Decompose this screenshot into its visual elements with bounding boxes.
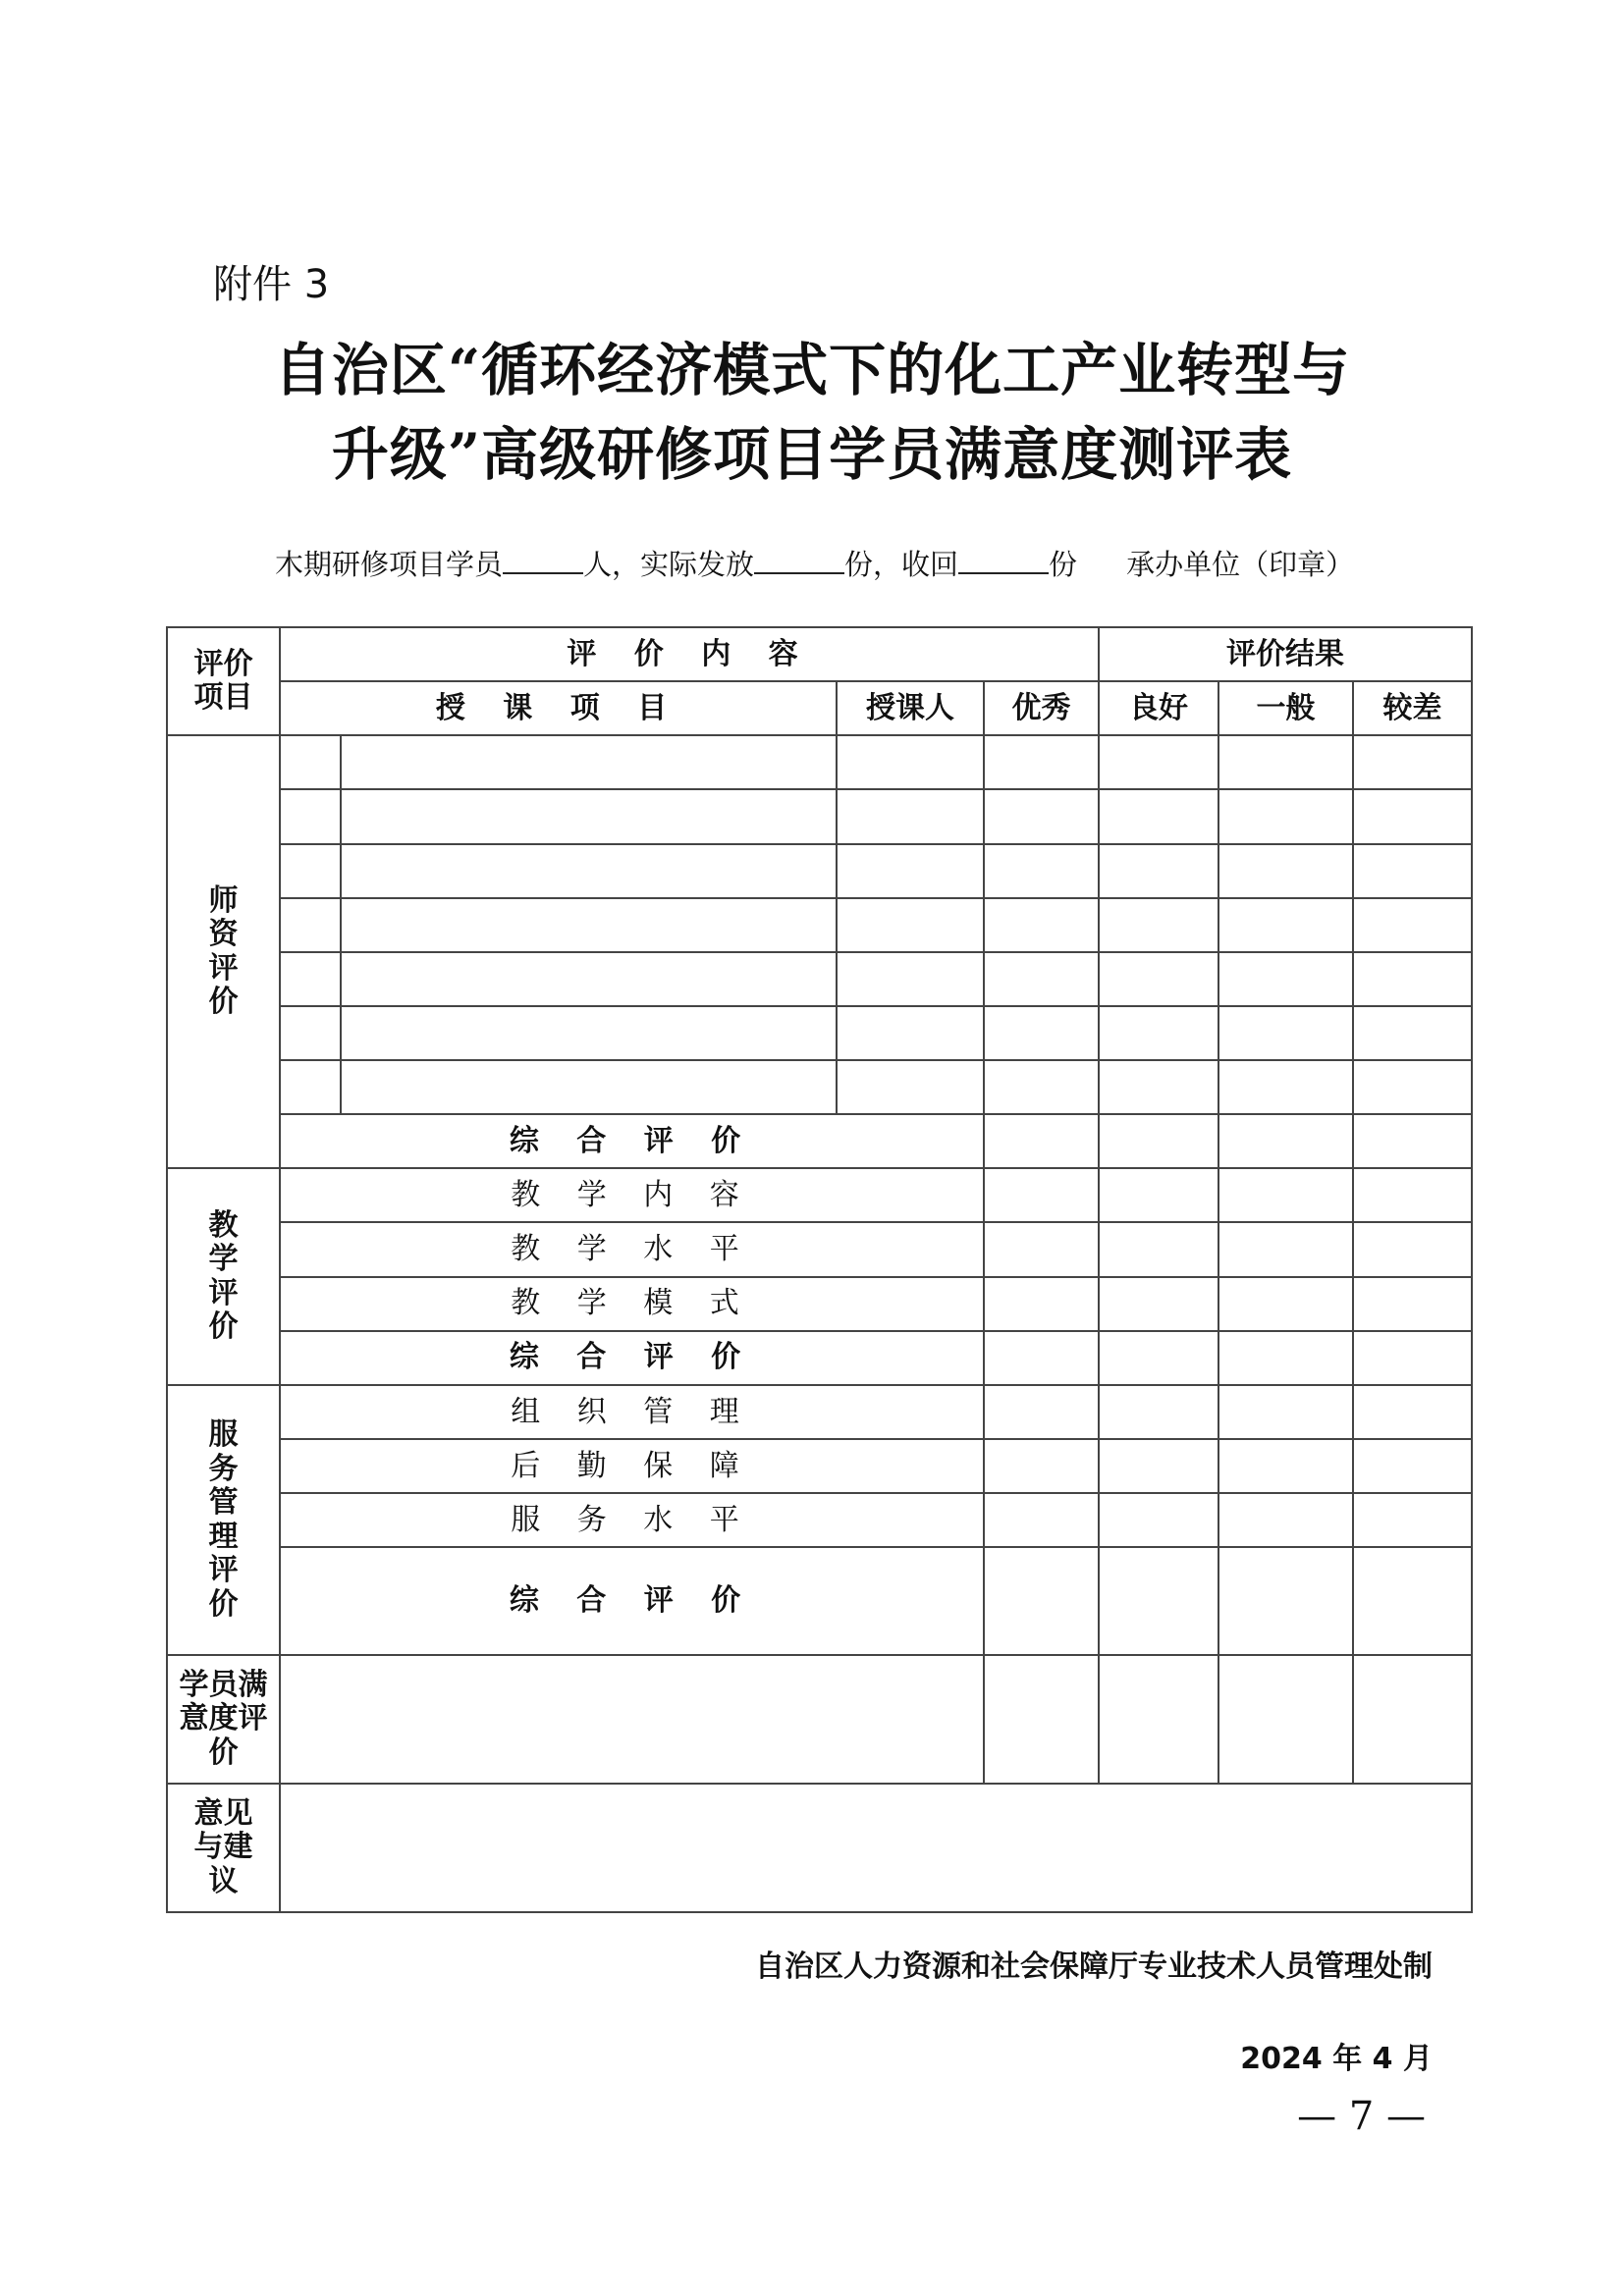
grade-cell[interactable]: [984, 1547, 1099, 1655]
section-service-eval: 服务管理评价: [167, 1385, 280, 1656]
grade-cell[interactable]: [984, 1277, 1099, 1331]
grade-cell[interactable]: [984, 1439, 1099, 1493]
grade-cell[interactable]: [1353, 952, 1472, 1006]
table-row: [167, 1331, 1472, 1385]
table-row: [167, 844, 1472, 898]
eval-item-header: 评价项目: [167, 627, 280, 735]
distribution-info: [275, 543, 1354, 583]
table-row: [167, 1784, 1472, 1912]
teacher-cell[interactable]: [837, 1060, 984, 1114]
organization-management-label: 组 织 管 理: [280, 1385, 984, 1439]
grade-cell[interactable]: [1099, 1277, 1218, 1331]
grade-cell[interactable]: [1218, 735, 1353, 789]
table-row: [167, 1114, 1472, 1168]
grade-cell[interactable]: [1099, 1222, 1218, 1276]
grade-cell[interactable]: [1099, 1114, 1218, 1168]
grade-cell[interactable]: [984, 1006, 1099, 1060]
course-no-cell[interactable]: [280, 1006, 341, 1060]
table-row: [167, 1222, 1472, 1276]
satisfaction-evaluation-table: [166, 626, 1473, 1913]
grade-cell[interactable]: [1353, 789, 1472, 843]
grade-fair-header: 一般: [1218, 681, 1353, 735]
course-name-cell[interactable]: [341, 1060, 837, 1114]
grade-cell[interactable]: [1353, 735, 1472, 789]
grade-cell[interactable]: [1099, 1331, 1218, 1385]
grade-cell[interactable]: [1353, 1277, 1472, 1331]
teacher-cell[interactable]: [837, 952, 984, 1006]
grade-cell[interactable]: [984, 1168, 1099, 1222]
info-issued-label: 人，实际发放: [583, 548, 755, 581]
info-returned-label: 份，收回: [844, 548, 959, 581]
table-row: [167, 789, 1472, 843]
grade-cell[interactable]: [1218, 898, 1353, 952]
organizer-seal-label: 承办单位（印章）: [1126, 548, 1355, 581]
teaching-mode-label: 教 学 模 式: [280, 1277, 984, 1331]
page-title-line-2: 升级”高级研修项目学员满意度测评表: [331, 421, 1293, 488]
grade-cell[interactable]: [1218, 1277, 1353, 1331]
grade-cell[interactable]: [984, 789, 1099, 843]
grade-cell[interactable]: [1218, 1385, 1353, 1439]
table-row: [167, 1168, 1472, 1222]
grade-cell[interactable]: [1099, 1655, 1218, 1783]
teacher-cell[interactable]: [837, 789, 984, 843]
grade-cell[interactable]: [1353, 1331, 1472, 1385]
grade-good-header: 良好: [1099, 681, 1218, 735]
course-no-cell[interactable]: [280, 789, 341, 843]
grade-cell[interactable]: [1218, 1222, 1353, 1276]
grade-cell[interactable]: [984, 735, 1099, 789]
teacher-cell[interactable]: [837, 735, 984, 789]
table-row: [167, 1277, 1472, 1331]
grade-cell[interactable]: [1218, 1493, 1353, 1547]
course-no-cell[interactable]: [280, 844, 341, 898]
grade-cell[interactable]: [1353, 1385, 1472, 1439]
grade-cell[interactable]: [1353, 1439, 1472, 1493]
course-no-cell[interactable]: [280, 898, 341, 952]
teacher-cell[interactable]: [837, 898, 984, 952]
suggestions-input-cell[interactable]: [280, 1784, 1472, 1912]
grade-cell[interactable]: [1218, 789, 1353, 843]
grade-cell[interactable]: [1218, 1060, 1353, 1114]
grade-cell[interactable]: [1218, 1439, 1353, 1493]
issued-count-blank[interactable]: [754, 545, 844, 574]
trainee-count-blank[interactable]: [503, 545, 583, 574]
course-no-cell[interactable]: [280, 1060, 341, 1114]
grade-cell[interactable]: [984, 1385, 1099, 1439]
table-row: [167, 1385, 1472, 1439]
teacher-header: 授课人: [837, 681, 984, 735]
grade-cell[interactable]: [1353, 1547, 1472, 1655]
teaching-level-label: 教 学 水 平: [280, 1222, 984, 1276]
grade-cell[interactable]: [1353, 1493, 1472, 1547]
grade-cell[interactable]: [1353, 844, 1472, 898]
returned-count-blank[interactable]: [958, 545, 1049, 574]
issue-date: 2024 年 4 月: [1240, 2042, 1433, 2076]
table-row: [167, 1060, 1472, 1114]
course-name-cell[interactable]: [341, 952, 837, 1006]
teaching-overall-label: 综 合 评 价: [280, 1331, 984, 1385]
grade-cell[interactable]: [984, 898, 1099, 952]
info-trainee-label: 木期研修项目学员: [275, 548, 504, 581]
issuer-text: 自治区人力资源和社会保障厅专业技术人员管理处制: [755, 1949, 1433, 1984]
logistics-support-label: 后 勤 保 障: [280, 1439, 984, 1493]
grade-cell[interactable]: [1099, 1168, 1218, 1222]
table-row: [167, 1006, 1472, 1060]
attachment-label: 附件 3: [213, 262, 330, 307]
course-no-cell[interactable]: [280, 735, 341, 789]
table-row: [167, 1493, 1472, 1547]
course-name-cell[interactable]: [341, 789, 837, 843]
page-title-line-1: 自治区“循环经济模式下的化工产业转型与: [273, 337, 1351, 403]
grade-cell[interactable]: [984, 1493, 1099, 1547]
teacher-cell[interactable]: [837, 1006, 984, 1060]
grade-cell[interactable]: [1099, 1385, 1218, 1439]
course-name-cell[interactable]: [341, 898, 837, 952]
grade-cell[interactable]: [1099, 1439, 1218, 1493]
satisfaction-content-cell[interactable]: [280, 1655, 984, 1783]
grade-excellent-header: 优秀: [984, 681, 1099, 735]
table-row: [167, 735, 1472, 789]
grade-cell[interactable]: [1099, 952, 1218, 1006]
course-no-cell[interactable]: [280, 952, 341, 1006]
grade-cell[interactable]: [1218, 1168, 1353, 1222]
teacher-cell[interactable]: [837, 844, 984, 898]
grade-poor-header: 较差: [1353, 681, 1472, 735]
grade-cell[interactable]: [1099, 735, 1218, 789]
teaching-content-label: 教 学 内 容: [280, 1168, 984, 1222]
table-row: [167, 952, 1472, 1006]
grade-cell[interactable]: [1353, 1222, 1472, 1276]
grade-cell[interactable]: [1353, 1655, 1472, 1783]
grade-cell[interactable]: [1099, 1547, 1218, 1655]
section-teaching-eval: 教学评价: [167, 1168, 280, 1385]
course-name-cell[interactable]: [341, 735, 837, 789]
grade-cell[interactable]: [984, 1060, 1099, 1114]
eval-result-header: 评价结果: [1099, 627, 1472, 681]
section-suggestions: 意见与建议: [167, 1784, 280, 1912]
grade-cell[interactable]: [1099, 789, 1218, 843]
grade-cell[interactable]: [1353, 1168, 1472, 1222]
info-copies-label: 份: [1049, 548, 1078, 581]
grade-cell[interactable]: [1218, 1114, 1353, 1168]
grade-cell[interactable]: [984, 844, 1099, 898]
course-header: 授 课 项 目: [280, 681, 837, 735]
service-level-label: 服 务 水 平: [280, 1493, 984, 1547]
grade-cell[interactable]: [1099, 844, 1218, 898]
page-number: — 7 —: [1297, 2094, 1426, 2139]
grade-cell[interactable]: [984, 1331, 1099, 1385]
grade-cell[interactable]: [984, 952, 1099, 1006]
service-overall-label: 综 合 评 价: [280, 1547, 984, 1655]
table-row: [167, 1547, 1472, 1655]
table-row: [167, 1655, 1472, 1783]
grade-cell[interactable]: [1353, 1114, 1472, 1168]
grade-cell[interactable]: [1218, 1547, 1353, 1655]
grade-cell[interactable]: [1218, 1331, 1353, 1385]
teacher-overall-label: 综 合 评 价: [280, 1114, 984, 1168]
grade-cell[interactable]: [984, 1655, 1099, 1783]
grade-cell[interactable]: [1218, 1655, 1353, 1783]
table-row: [167, 1439, 1472, 1493]
grade-cell[interactable]: [1218, 844, 1353, 898]
grade-cell[interactable]: [1218, 1006, 1353, 1060]
grade-cell[interactable]: [1099, 1493, 1218, 1547]
section-teacher-eval: 师资评价: [167, 735, 280, 1168]
course-name-cell[interactable]: [341, 844, 837, 898]
course-name-cell[interactable]: [341, 1006, 837, 1060]
grade-cell[interactable]: [1353, 1060, 1472, 1114]
grade-cell[interactable]: [1099, 1006, 1218, 1060]
grade-cell[interactable]: [1353, 1006, 1472, 1060]
grade-cell[interactable]: [1353, 898, 1472, 952]
grade-cell[interactable]: [984, 1114, 1099, 1168]
eval-content-header: 评 价 内 容: [280, 627, 1099, 681]
grade-cell[interactable]: [984, 1222, 1099, 1276]
grade-cell[interactable]: [1099, 898, 1218, 952]
section-satisfaction-eval: 学员满意度评价: [167, 1655, 280, 1783]
grade-cell[interactable]: [1218, 952, 1353, 1006]
grade-cell[interactable]: [1099, 1060, 1218, 1114]
table-row: [167, 898, 1472, 952]
